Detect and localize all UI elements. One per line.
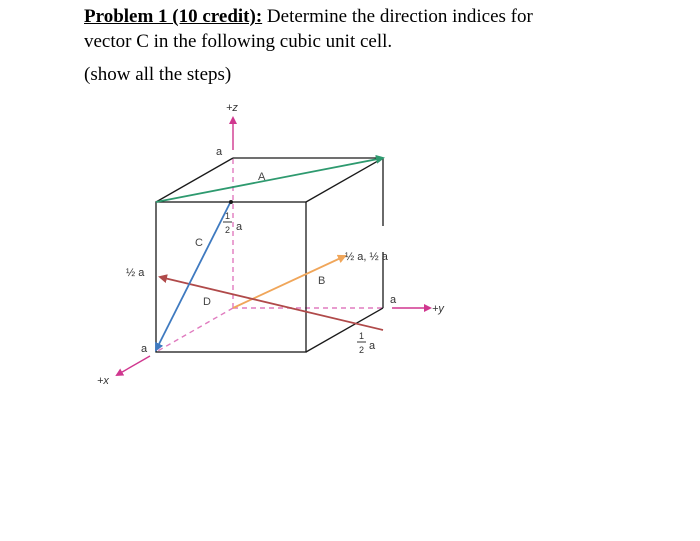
vector-a-arrow [156,158,383,202]
vector-a-label: A [258,171,266,183]
x-axis-label: +x [97,375,109,387]
steps-note: (show all the steps) [84,64,232,85]
problem-text-line2: vector C in the following cubic unit cell. [84,31,393,52]
vector-c-tail [229,200,233,204]
right-fraction-a-label: a [369,340,376,352]
y-a-label: a [390,294,397,306]
y-axis-label: +y [432,303,444,315]
hidden-edge-x [156,308,233,352]
vector-b-arrow [233,256,345,308]
z-axis-label: +z [226,102,238,114]
z-fraction-denominator: 2 [225,225,231,235]
vector-c-arrow [156,201,231,350]
z-fraction-a-label: a [236,221,243,233]
right-fraction-denominator: 2 [359,345,365,355]
vector-d-label: D [203,296,211,308]
half-a-half-a-label: ½ a, ½ a [345,251,388,263]
right-fraction-numerator: 1 [359,331,365,341]
x-axis-arrow [117,356,150,375]
top-a-label: a [216,146,223,158]
x-a-label: a [141,343,148,355]
vector-b-label: B [318,275,326,287]
z-fraction-numerator: 1 [225,211,231,221]
problem-heading: Problem 1 (10 credit): [84,6,263,27]
half-a-left-label: ½ a [126,267,145,279]
problem-text-line1: Determine the direction indices for [262,6,533,27]
vector-d-arrow [160,277,383,330]
vector-c-label: C [195,237,203,249]
